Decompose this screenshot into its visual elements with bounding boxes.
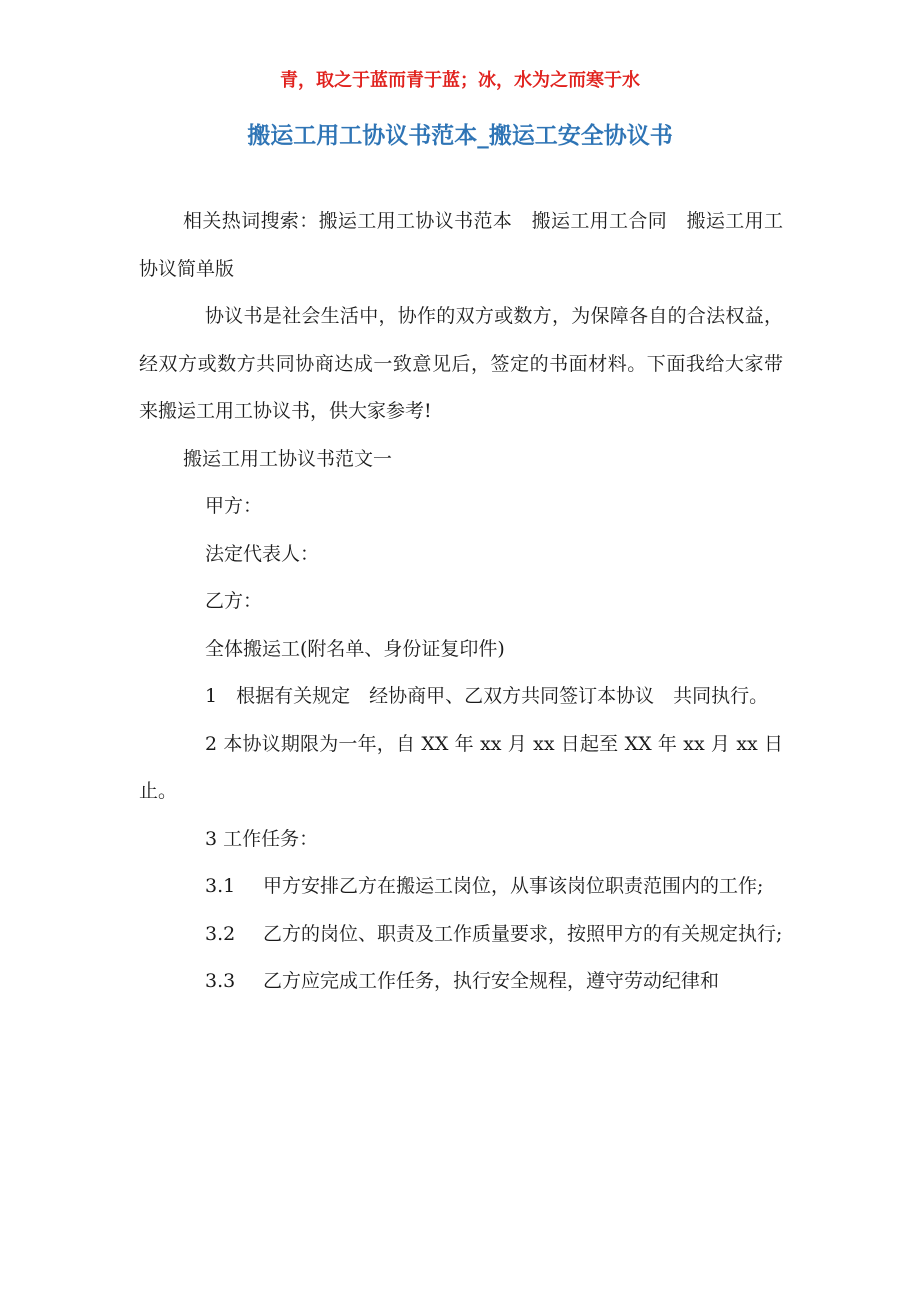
clause-text: 乙方应完成工作任务，执行安全规程，遵守劳动纪律和 (263, 970, 720, 992)
header-motto: 青，取之于蓝而青于蓝；冰，水为之而寒于水 (280, 70, 640, 91)
party-a-label: 甲方： (205, 495, 263, 517)
sample-heading: 搬运工用工协议书范文一 (183, 447, 393, 470)
clause-number: 3.2 (205, 922, 236, 945)
clause-number: 3.3 (205, 970, 236, 992)
document-title: 搬运工用工协议书范本_搬运工安全协议书 (247, 123, 673, 149)
clause-3: 3 工作任务： (205, 827, 319, 850)
clause-1: 1 根据有关规定 经协商甲、乙双方共同签订本协议 共同执行。 (205, 685, 769, 707)
clause-3-2 (139, 911, 783, 959)
document-body (139, 198, 783, 1006)
clause-3-3 (139, 958, 783, 1006)
all-workers-line: 全体搬运工(附名单、身份证复印件) (205, 637, 505, 660)
clause-text: 甲方安排乙方在搬运工岗位，从事该岗位职责范围内的工作; (263, 875, 764, 897)
legal-representative-label: 法定代表人： (205, 542, 320, 565)
clause-2: 2 本协议期限为一年，自 XX 年 xx 月 xx 日起至 XX 年 xx 月 xx 日止。 (139, 732, 783, 802)
clause-text: 乙方的岗位、职责及工作质量要求，按照甲方的有关规定执行; (263, 922, 783, 945)
intro-paragraph: 协议书是社会生活中，协作的双方或数方，为保障各自的合法权益，经双方或数方共同协商达成一致意见后，签定的书面材料。下面我给大家带来搬运工用工协议书，供大家参考! (139, 305, 783, 422)
clause-number: 3.1 (205, 875, 236, 897)
clause-3-1 (139, 863, 783, 911)
hot-search-keywords: 相关热词搜索：搬运工用工协议书范本 搬运工用工合同 搬运工用工协议简单版 (139, 210, 783, 280)
party-b-label: 乙方： (205, 590, 263, 612)
